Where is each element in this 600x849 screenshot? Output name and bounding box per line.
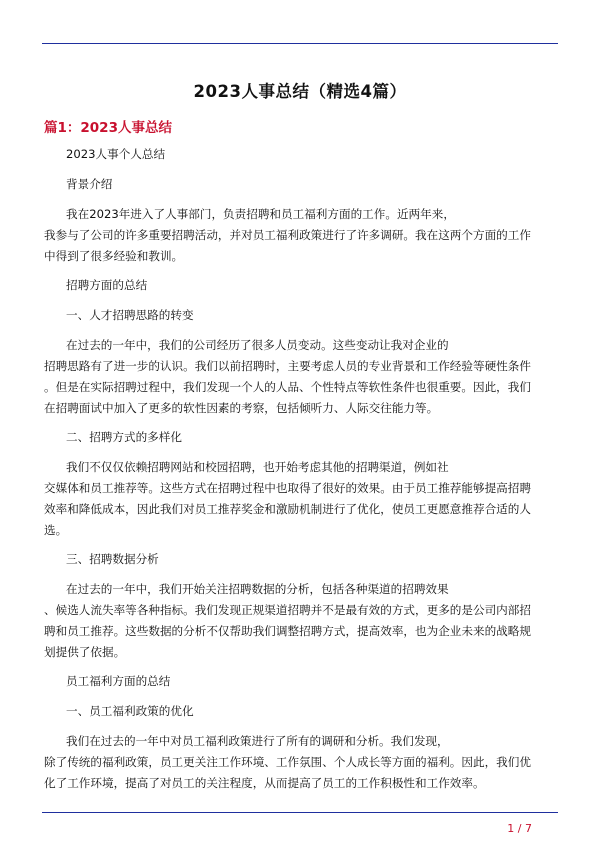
subheading: 一、员工福利政策的优化: [66, 704, 194, 718]
subheading: 三、招聘数据分析: [66, 552, 159, 566]
subheading: 二、招聘方式的多样化: [66, 430, 182, 444]
paragraph-line: 。但是在实际招聘过程中，我们发现一个人的人品、个性特点等软性条件也很重要。因此，我们: [44, 380, 531, 394]
header-rule: [42, 43, 558, 44]
paragraph-line: 划提供了依据。: [44, 645, 126, 659]
paragraph-line: 选。: [44, 523, 68, 537]
paragraph-line: 除了传统的福利政策，员工更关注工作环境、工作氛围、个人成长等方面的福利。因此，我们优: [44, 755, 531, 769]
paragraph-line: 我在2023年进入了人事部门，负责招聘和员工福利方面的工作。近两年来，: [66, 207, 455, 221]
paragraph: [44, 579, 556, 663]
document-body: [44, 144, 556, 802]
subheading: 招聘方面的总结: [66, 278, 148, 292]
page-indicator: 1 / 7: [507, 822, 532, 835]
paragraph-line: 交媒体和员工推荐等。这些方式在招聘过程中也取得了很好的效果。由于员工推荐能够提高招聘: [44, 481, 531, 495]
paragraph-line: 在过去的一年中，我们开始关注招聘数据的分析，包括各种渠道的招聘效果: [66, 582, 449, 596]
paragraph-line: 在过去的一年中，我们的公司经历了很多人员变动。这些变动让我对企业的: [66, 338, 449, 352]
paragraph-line: 我们在过去的一年中对员工福利政策进行了所有的调研和分析。我们发现，: [66, 734, 449, 748]
paragraph-line: 在招聘面试中加入了更多的软性因素的考察，包括倾听力、人际交往能力等。: [44, 401, 439, 415]
paragraph-line: 我们不仅仅依赖招聘网站和校园招聘，也开始考虑其他的招聘渠道，例如社: [66, 460, 449, 474]
paragraph: [44, 335, 556, 419]
subheading: 2023人事个人总结: [66, 147, 166, 161]
subheading: 一、人才招聘思路的转变: [66, 308, 194, 322]
paragraph: [44, 731, 556, 794]
document-title: 2023人事总结（精选4篇）: [193, 82, 407, 101]
paragraph-line: 聘和员工推荐。这些数据的分析不仅帮助我们调整招聘方式，提高效率，也为企业未来的战略规: [44, 624, 531, 638]
footer-rule: [42, 812, 558, 813]
paragraph-line: 招聘思路有了进一步的认识。我们以前招聘时，主要考虑人员的专业背景和工作经验等硬性条件: [44, 359, 531, 373]
paragraph-line: 化了工作环境，提高了对员工的关注程度，从而提高了员工的工作积极性和工作效率。: [44, 776, 485, 790]
paragraph-line: 我参与了公司的许多重要招聘活动，并对员工福利政策进行了许多调研。我在这两个方面的工作: [44, 228, 531, 242]
paragraph: [44, 204, 556, 267]
paragraph: [44, 457, 556, 541]
paragraph-line: 、候选人流失率等各种指标。我们发现正规渠道招聘并不是最有效的方式，更多的是公司内部招: [44, 603, 531, 617]
subheading: 员工福利方面的总结: [66, 674, 171, 688]
paragraph-line: 中得到了很多经验和教训。: [44, 249, 184, 263]
subheading: 背景介绍: [66, 177, 113, 191]
paragraph-line: 效率和降低成本，因此我们对员工推荐奖金和激励机制进行了优化，使员工更愿意推荐合适的人: [44, 502, 531, 516]
section-heading: 篇1：2023人事总结: [44, 120, 172, 136]
